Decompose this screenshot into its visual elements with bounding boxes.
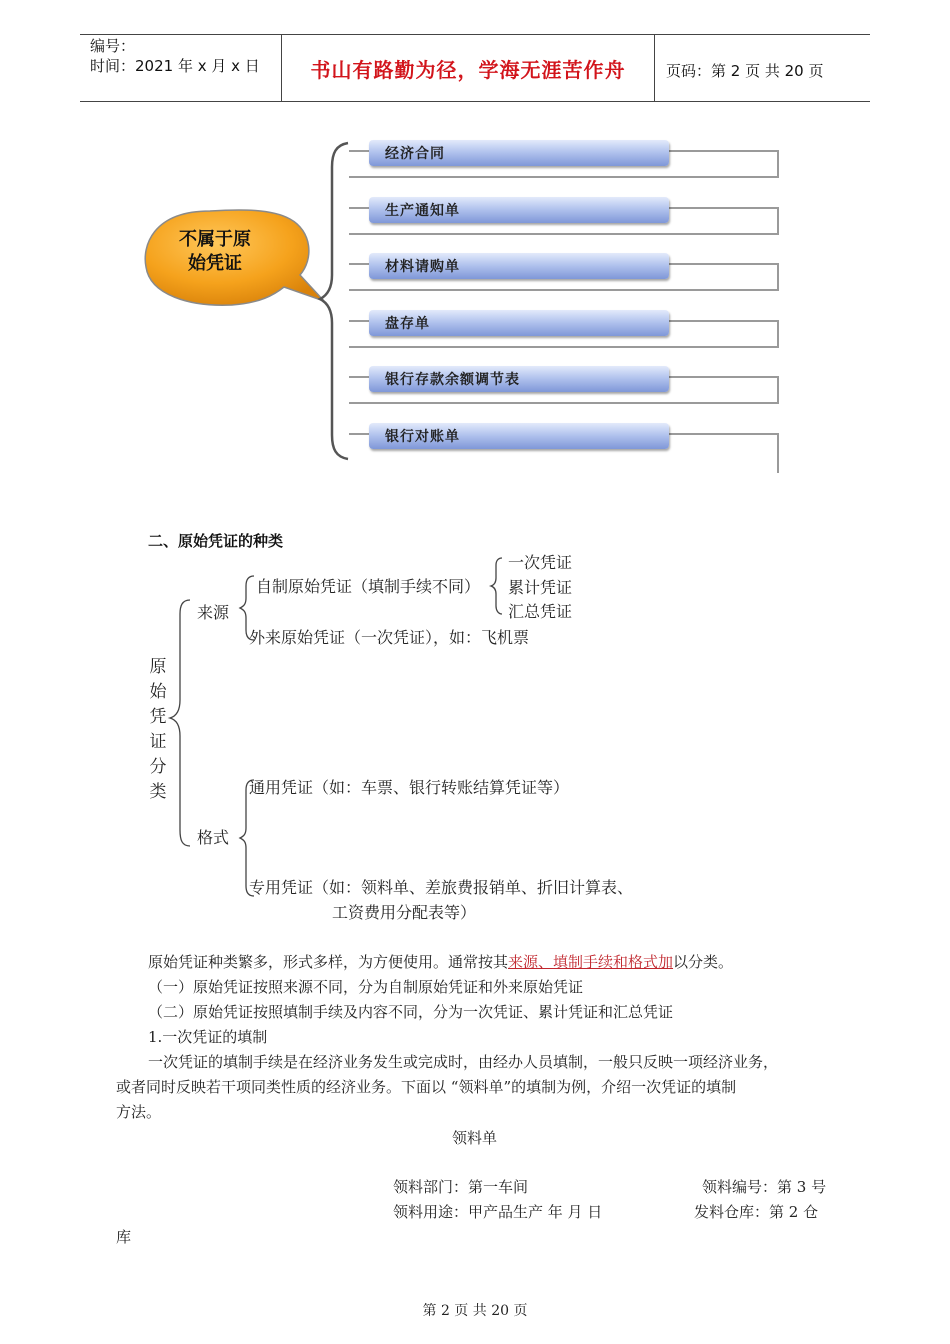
paragraph-by-procedure: （二）原始凭证按照填制手续及内容不同，分为一次凭证、累计凭证和汇总凭证: [148, 1003, 674, 1021]
tree-special-line2: 工资费用分配表等）: [332, 903, 477, 922]
non-voucher-diagram-graphics: [140, 135, 360, 465]
highlight-text: 来源、填制手续和格式加: [508, 953, 674, 971]
tree-self-made-type: 累计凭证: [508, 578, 573, 597]
form-warehouse: 发料仓库：第 2 仓: [694, 1203, 819, 1221]
header-page-label: 页码：第 2 页 共 20 页: [666, 62, 824, 80]
tree-external: 外来原始凭证（一次凭证），如：飞机票: [249, 628, 530, 647]
paragraph-body-line: 方法。: [116, 1103, 162, 1121]
tree-root-char: 原: [149, 657, 167, 677]
form-number: 领料编号：第 3 号: [702, 1178, 827, 1196]
tree-self-made-type: 一次凭证: [508, 553, 573, 572]
diagram-item-label: 盘存单: [385, 316, 430, 332]
header-bottom-rule: [80, 101, 870, 102]
document-time-label: 时间：2021 年 x 月 x 日: [90, 57, 260, 75]
tree-format-label: 格式: [197, 828, 230, 847]
curly-brace: [320, 143, 348, 459]
header-top-rule: [80, 34, 870, 35]
paragraph-intro: 原始凭证种类繁多，形式多样，为方便使用。通常按其来源、填制手续和格式加以分类。: [148, 953, 734, 971]
subsection-heading: 1.一次凭证的填制: [148, 1028, 268, 1046]
tree-special-line1: 专用凭证（如：领料单、差旅费报销单、折旧计算表、: [249, 878, 634, 897]
diagram-item-label: 银行存款余额调节表: [385, 372, 520, 388]
tree-root-char: 分: [149, 757, 167, 777]
tree-general: 通用凭证（如：车票、银行转账结算凭证等）: [249, 778, 570, 797]
diagram-item-label: 生产通知单: [385, 203, 460, 219]
tree-root-char: 凭: [149, 707, 167, 727]
page-footer: 第 2 页 共 20 页: [422, 1303, 528, 1319]
tree-self-made: 自制原始凭证（填制手续不同）: [256, 577, 481, 596]
header-meta: [90, 36, 260, 76]
tree-root-char: 证: [149, 732, 167, 752]
section-title: 二、原始凭证的种类: [148, 532, 284, 550]
diagram-item-label: 经济合同: [385, 146, 445, 162]
diagram-item-label: 银行对账单: [385, 429, 460, 445]
paragraph-by-source: （一）原始凭证按照来源不同，分为自制原始凭证和外来原始凭证: [148, 978, 584, 996]
header-divider: [654, 34, 655, 102]
tree-source-label: 来源: [197, 603, 230, 622]
document-number-label: 编号：: [90, 37, 136, 55]
tree-self-made-type: 汇总凭证: [508, 602, 573, 621]
tree-root-char: 始: [149, 682, 167, 702]
tree-root-char: 类: [149, 782, 167, 802]
paragraph-body-line: 或者同时反映若干项同类性质的经济业务。下面以 “领料单”的填制为例，介绍一次凭证的填制: [116, 1078, 737, 1096]
form-dept: 领料部门：第一车间: [393, 1178, 529, 1196]
paragraph-body-line: 一次凭证的填制手续是在经济业务发生或完成时，由经办人员填制，一般只反映一项经济业务，: [148, 1053, 779, 1071]
form-title: 领料单: [452, 1129, 498, 1147]
header-motto: 书山有路勤为径，学海无涯苦作舟: [310, 58, 626, 82]
form-usage: 领料用途：甲产品生产 年 月 日: [393, 1203, 603, 1221]
form-warehouse-cont: 库: [116, 1228, 132, 1246]
diagram-item-label: 材料请购单: [385, 259, 460, 275]
bubble-label: 不属于原 始凭证: [179, 229, 251, 274]
